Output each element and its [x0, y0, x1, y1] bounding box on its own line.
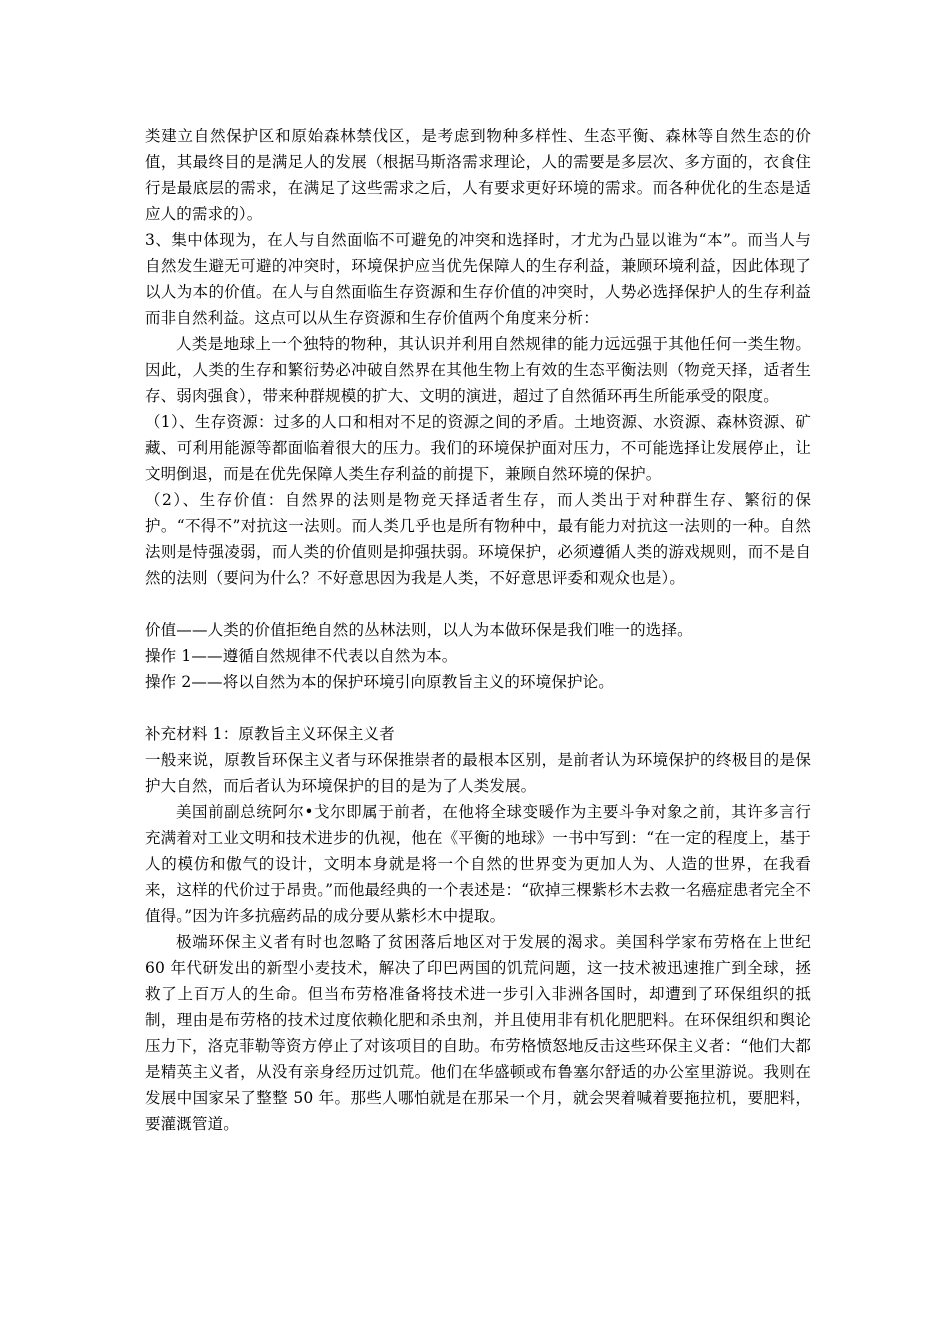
supplement-paragraph-definition: 一般来说，原教旨环保主义者与环保推崇者的最根本区别，是前者认为环境保护的终极目的是保护大自然，而后者认为环境保护的目的是为了人类发展。: [145, 751, 811, 795]
paragraph-nature-reserves: 类建立自然保护区和原始森林禁伐区，是考虑到物种多样性、生态平衡、森林等自然生态的价值，其最终目的是满足人的发展（根据马斯洛需求理论，人的需要是多层次、多方面的，衣食住行是最底层的需求，在满足了这些需求之后，人有要求更好环境的需求。而各种优化的生态是适应人的需求的）。: [145, 127, 811, 223]
summary-operation-2-line: 操作 2——将以自然为本的保护环境引向原教旨主义的环境保护论。: [145, 673, 614, 691]
supplement-paragraph-borlaug: 极端环保主义者有时也忽略了贫困落后地区对于发展的渴求。美国科学家布劳格在上世纪 60 年代研发出的新型小麦技术，解决了印巴两国的饥荒问题，这一技术被迅速推广到全球，拯救了上百万人的生命。但当布劳格准备将技术进一步引入非洲各国时，却遭到了环保组织的抵制，理由是布劳格的技术过度依赖化肥和杀虫剂，并且使用非有机化肥肥料。在环保组织和舆论压力下，洛克菲勒等资方停止了对该项目的自助。布劳格愤怒地反击这些环保主义者：“他们大都是精英主义者，从没有亲身经历过饥荒。他们在华盛顿或布鲁塞尔舒适的办公室里游说。我则在发展中国家呆了整整 50 年。那些人哪怕就是在那呆一个月，就会哭着喊着要拖拉机，要肥料，要灌溉管道。: [145, 933, 811, 1133]
paragraph-point-3: 3、集中体现为，在人与自然面临不可避免的冲突和选择时，才尤为凸显以谁为“本”。而当人与自然发生避无可避的冲突时，环境保护应当优先保障人的生存利益，兼顾环境利益，因此体现了以人为本的价值。在人与自然面临生存资源和生存价值的冲突时，人势必选择保护人的生存利益而非自然利益。这点可以从生存资源和生存价值两个角度来分析：: [145, 231, 811, 327]
paragraph-unique-species: 人类是地球上一个独特的物种，其认识并利用自然规律的能力远远强于其他任何一类生物。因此，人类的生存和繁衍势必冲破自然界在其他生物上有效的生态平衡法则（物竞天择，适者生存、弱肉强食），带来种群规模的扩大、文明的演进，超过了自然循环再生所能承受的限度。: [145, 335, 811, 405]
paragraph-survival-value: （2）、生存价值：自然界的法则是物竞天择适者生存，而人类出于对种群生存、繁衍的保护。“不得不”对抗这一法则。而人类几乎也是所有物种中，最有能力对抗这一法则的一种。自然法则是恃强凌弱，而人类的价值则是抑强扶弱。环境保护，必须遵循人类的游戏规则，而不是自然的法则（要问为什么？不好意思因为我是人类，不好意思评委和观众也是）。: [145, 491, 811, 587]
document-page: [145, 123, 811, 1137]
blank-line: [145, 591, 811, 617]
summary-operation-1-line: 操作 1——遵循自然规律不代表以自然为本。: [145, 647, 458, 665]
supplement-heading: 补充材料 1：原教旨主义环保主义者: [145, 725, 395, 743]
summary-value-line: 价值——人类的价值拒绝自然的丛林法则，以人为本做环保是我们唯一的选择。: [145, 621, 693, 639]
blank-line: [145, 695, 811, 721]
supplement-paragraph-gore: 美国前副总统阿尔•戈尔即属于前者，在他将全球变暖作为主要斗争对象之前，其许多言行充满着对工业文明和技术进步的仇视，他在《平衡的地球》一书中写到：“在一定的程度上，基于人的模仿和傲气的设计，文明本身就是将一个自然的世界变为更加人为、人造的世界，在我看来，这样的代价过于昂贵。”而他最经典的一个表述是：“砍掉三棵紫杉木去救一名癌症患者完全不值得。”因为许多抗癌药品的成分要从紫杉木中提取。: [145, 803, 811, 925]
paragraph-survival-resources: （1）、生存资源：过多的人口和相对不足的资源之间的矛盾。土地资源、水资源、森林资源、矿藏、可利用能源等都面临着很大的压力。我们的环境保护面对压力，不可能选择让发展停止，让文明倒退，而是在优先保障人类生存利益的前提下，兼顾自然环境的保护。: [145, 413, 811, 483]
